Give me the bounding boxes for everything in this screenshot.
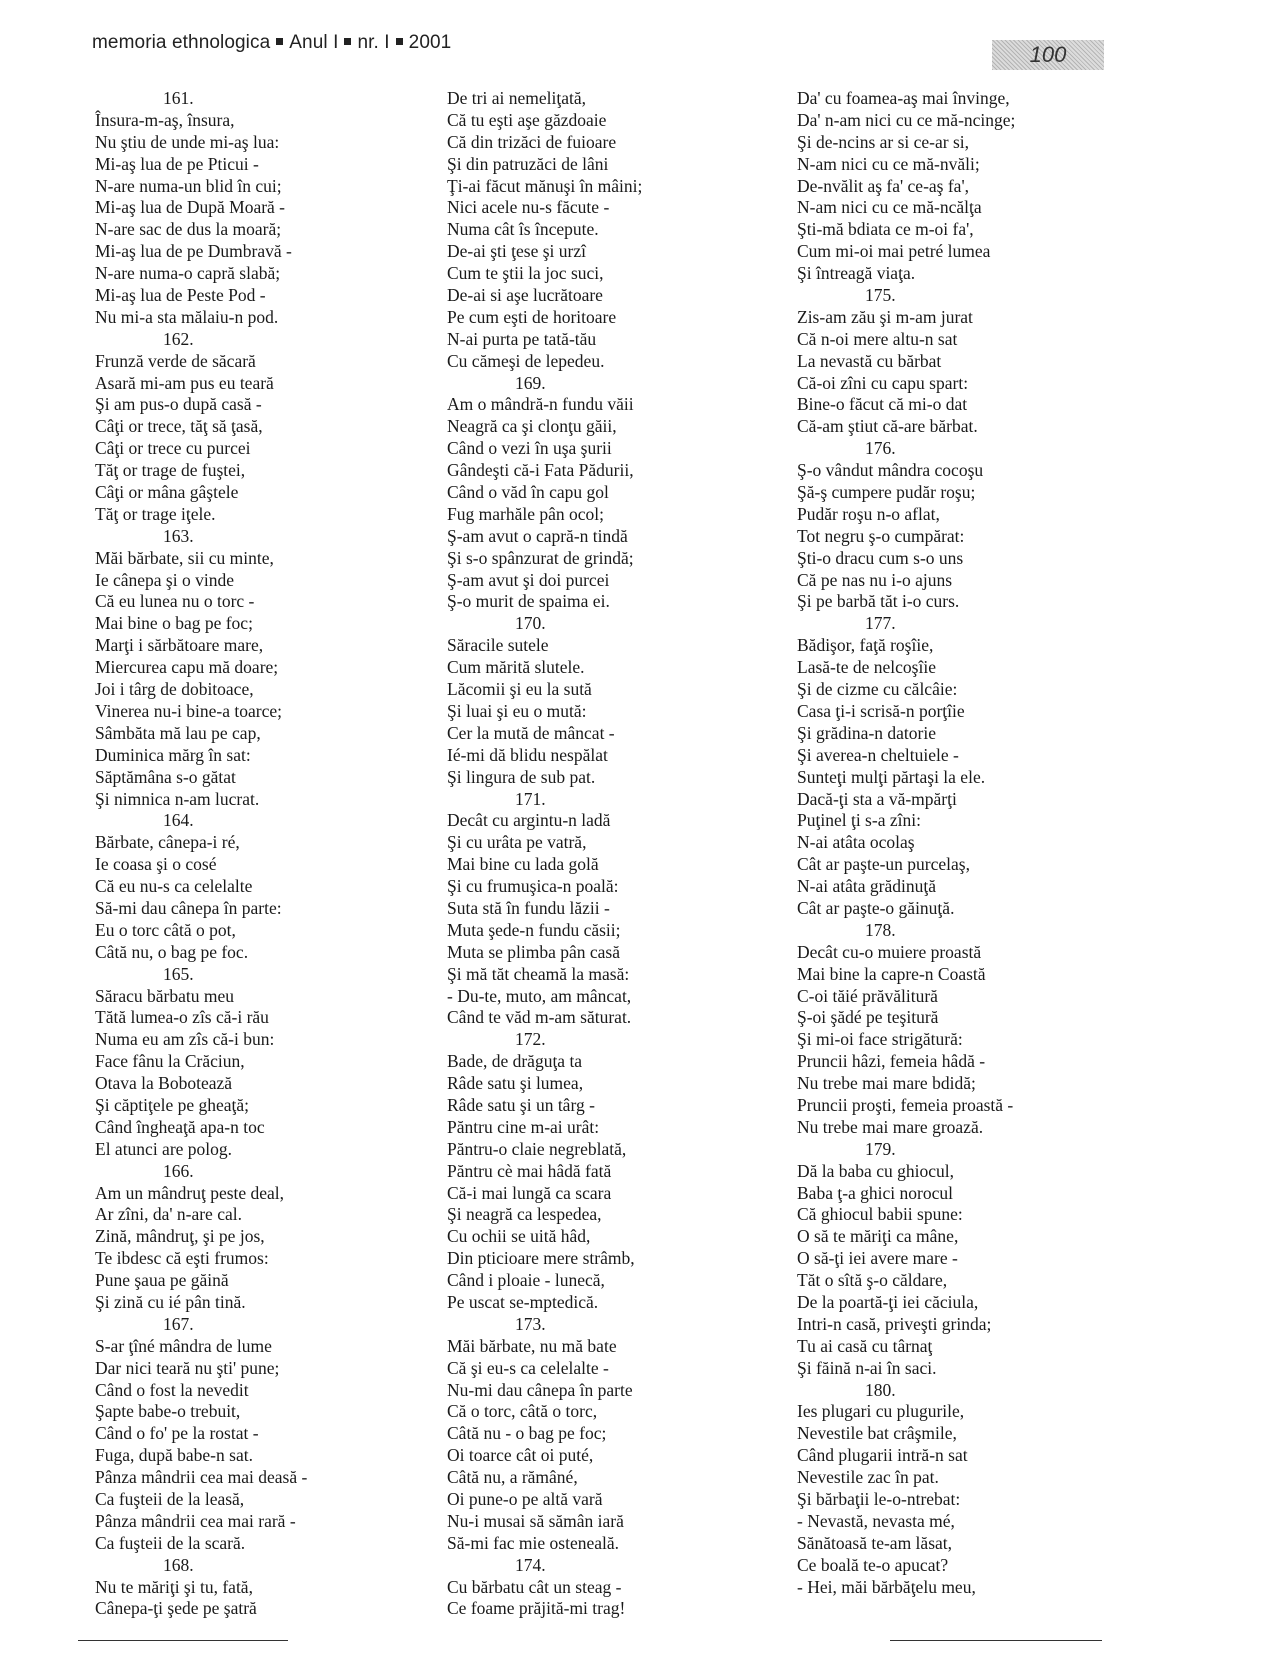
- verse-line: Că ghiocul babii spune:: [797, 1204, 963, 1225]
- verse-line: Păntru cè mai hâdă fată: [447, 1160, 612, 1181]
- verse-line: Muta şede-n fundu căsii;: [447, 919, 621, 940]
- verse-line: Ş-oi şădé pe teşitură: [797, 1007, 939, 1028]
- verse-number: 180.: [865, 1379, 896, 1400]
- verse-line: Sunteţi mulţi părtaşi la ele.: [797, 766, 986, 787]
- verse-line: Şapte babe-o trebuit,: [95, 1401, 241, 1422]
- verse-line: Şi zină cu ié pân tină.: [95, 1291, 246, 1312]
- verse-line: Tătă lumea-o zîs că-i rău: [95, 1007, 269, 1028]
- verse-number: 168.: [163, 1554, 194, 1575]
- verse-line: Intri-n casă, priveşti grinda;: [797, 1313, 992, 1334]
- verse-line: N-are sac de dus la moară;: [95, 219, 282, 240]
- verse-line: Mi-aş lua de pe Dumbravă -: [95, 241, 292, 262]
- verse-line: Neagră ca şi clonţu găii,: [447, 416, 617, 437]
- verse-line: Numa eu am zîs că-i bun:: [95, 1029, 275, 1050]
- verse-line: Frunză verde de săcară: [95, 350, 256, 371]
- verse-line: Mi-aş lua de După Moară -: [95, 197, 286, 218]
- verse-line: Mai bine cu lada golă: [447, 854, 599, 875]
- verse-number: 172.: [515, 1029, 546, 1050]
- verse-number: 171.: [515, 788, 546, 809]
- verse-line: Cât ar paşte-un purcelaş,: [797, 854, 970, 875]
- verse-line: Ca fuşteii de la scară.: [95, 1532, 246, 1553]
- year-label: 2001: [408, 32, 452, 53]
- verse-line: - Du-te, muto, am mâncat,: [447, 985, 632, 1006]
- verse-line: N-ai purta pe tată-tău: [447, 328, 597, 349]
- verse-line: Câţi or mâna gâştele: [95, 482, 239, 503]
- text-column-2: [447, 88, 642, 1620]
- verse-line: Pruncii hâzi, femeia hâdă -: [797, 1051, 986, 1072]
- verse-number: 166.: [163, 1160, 194, 1181]
- verse-line: Că eu nu-s ca celelalte: [95, 876, 253, 897]
- verse-line: Când îngheaţă apa-n toc: [95, 1116, 265, 1137]
- verse-line: Că-am ştiut că-are bărbat.: [797, 416, 978, 437]
- verse-line: Puţinel ţi s-a zîni:: [797, 810, 921, 831]
- verse-line: Că şi eu-s ca celelalte -: [447, 1357, 609, 1378]
- verse-line: Şi luai şi eu o mută:: [447, 700, 587, 721]
- verse-line: Râde satu şi lumea,: [447, 1073, 584, 1094]
- verse-line: Tăţ or trage de fuştei,: [95, 460, 246, 481]
- verse-line: Mai bine la capre-n Coastă: [797, 963, 986, 984]
- verse-line: Sănătoasă te-am lăsat,: [797, 1532, 953, 1553]
- verse-line: Şi averea-n cheltuiele -: [797, 744, 959, 765]
- verse-line: N-ai atâta grădinuţă: [797, 876, 936, 897]
- verse-number: 174.: [515, 1554, 546, 1575]
- verse-line: Eu o torc câtă o pot,: [95, 919, 236, 940]
- verse-line: Casa ţi-i scrisă-n porţîie: [797, 700, 965, 721]
- verse-line: Şi grădina-n datorie: [797, 722, 936, 743]
- verse-line: Râde satu şi un târg -: [447, 1094, 595, 1115]
- verse-line: Zis-am zău şi m-am jurat: [797, 306, 973, 327]
- verse-line: Mi-aş lua de pe Pticui -: [95, 153, 259, 174]
- verse-line: Că-oi zîni cu capu spart:: [797, 372, 969, 393]
- verse-line: Ié-mi dă blidu nespălat: [447, 744, 608, 765]
- verse-line: Nu ştiu de unde mi-aş lua:: [95, 131, 280, 152]
- verse-line: Mai bine o bag pe foc;: [95, 613, 253, 634]
- verse-line: N-am nici cu ce mă-ncălţa: [797, 197, 982, 218]
- verse-number: 179.: [865, 1138, 896, 1159]
- verse-line: Nu mi-a sta mălaiu-n pod.: [95, 306, 279, 327]
- verse-line: Şi lingura de sub pat.: [447, 766, 596, 787]
- verse-line: Când o fost la nevedit: [95, 1379, 249, 1400]
- verse-line: Nu te măriţi şi tu, fată,: [95, 1576, 253, 1597]
- verse-line: Cum mi-oi mai petré lumea: [797, 241, 991, 262]
- verse-line: S-ar ţîné mândra de lume: [95, 1335, 272, 1356]
- verse-line: Sâmbăta mă lau pe cap,: [95, 722, 261, 743]
- verse-line: Pune şaua pe găină: [95, 1270, 229, 1291]
- verse-line: N-are numa-o capră slabă;: [95, 263, 281, 284]
- verse-number: 170.: [515, 613, 546, 634]
- verse-line: De la poartă-ţi iei căciula,: [797, 1291, 979, 1312]
- verse-line: Şi cu urâta pe vatră,: [447, 832, 587, 853]
- verse-line: Când o văd în capu gol: [447, 482, 609, 503]
- verse-line: Nu trebe mai mare groază.: [797, 1116, 984, 1137]
- verse-line: Bădişor, faţă roşîie,: [797, 635, 934, 656]
- verse-line: Marţi i sărbătoare mare,: [95, 635, 264, 656]
- verse-line: Nevestile bat crâşmile,: [797, 1423, 957, 1444]
- verse-line: Din pticioare mere strâmb,: [447, 1248, 635, 1269]
- verse-line: Că din trizăci de fuioare: [447, 131, 617, 152]
- verse-line: Că-i mai lungă ca scara: [447, 1182, 612, 1203]
- verse-line: Nu-i musai să sămân iară: [447, 1510, 624, 1531]
- verse-line: Pânza mândrii cea mai deasă -: [95, 1467, 308, 1488]
- verse-line: De-nvălit aş fa' ce-aş fa',: [797, 175, 969, 196]
- verse-line: Am o mândră-n fundu văii: [447, 394, 634, 415]
- verse-line: Bade, de drăguţa ta: [447, 1051, 583, 1072]
- volume-label: Anul I: [289, 32, 339, 53]
- verse-line: Tăţ or trage iţele.: [95, 503, 216, 524]
- verse-line: Cu cămeşi de lepedeu.: [447, 350, 605, 371]
- verse-line: Ţi-ai făcut mănuşi în mâini;: [447, 175, 643, 196]
- verse-number: 162.: [163, 328, 194, 349]
- verse-line: Ie coasa şi o cosé: [95, 854, 217, 875]
- verse-line: Cum mărită slutele.: [447, 657, 585, 678]
- verse-line: Câtă nu - o bag pe foc;: [447, 1423, 607, 1444]
- verse-line: Dacă-ţi sta a vă-mpărţi: [797, 788, 957, 809]
- verse-line: Lasă-te de nelcoşîie: [797, 657, 936, 678]
- verse-line: Şi pe barbă tăt i-o curs.: [797, 591, 960, 612]
- verse-line: Decât cu argintu-n ladă: [447, 810, 611, 831]
- verse-line: Decât cu-o muiere proastă: [797, 941, 982, 962]
- verse-number: 169.: [515, 372, 546, 393]
- verse-line: N-are numa-un blid în cui;: [95, 175, 282, 196]
- verse-line: - Hei, măi bărbăţelu meu,: [797, 1576, 976, 1597]
- verse-line: Mi-aş lua de Peste Pod -: [95, 285, 266, 306]
- separator-square: [276, 38, 283, 45]
- verse-line: Vinerea nu-i bine-a toarce;: [95, 700, 282, 721]
- verse-line: Şi de-ncins ar si ce-ar si,: [797, 131, 970, 152]
- verse-line: La nevastă cu bărbat: [797, 350, 942, 371]
- footer-rule-right: [890, 1640, 1102, 1641]
- verse-line: Pânza mândrii cea mai rară -: [95, 1510, 296, 1531]
- verse-line: Păntru cine m-ai urât:: [447, 1116, 600, 1137]
- verse-number: 177.: [865, 613, 896, 634]
- verse-line: Fuga, după babe-n sat.: [95, 1445, 253, 1466]
- verse-line: Câtă nu, a rămâné,: [447, 1467, 578, 1488]
- separator-square: [344, 38, 351, 45]
- verse-line: Că o torc, câtă o torc,: [447, 1401, 598, 1422]
- verse-line: Şi nimnica n-am lucrat.: [95, 788, 260, 809]
- verse-line: Când o fo' pe la rostat -: [95, 1423, 259, 1444]
- verse-line: Gândeşti că-i Fata Pădurii,: [447, 460, 634, 481]
- verse-line: Şi întreagă viaţa.: [797, 263, 916, 284]
- verse-line: - Nevastă, nevasta mé,: [797, 1510, 955, 1531]
- verse-line: Măi bărbate, sii cu minte,: [95, 547, 274, 568]
- verse-line: Câtă nu, o bag pe foc.: [95, 941, 249, 962]
- verse-line: Săracile sutele: [447, 635, 549, 656]
- verse-line: Bărbate, cânepa-i ré,: [95, 832, 240, 853]
- verse-line: De tri ai nemeliţată,: [447, 88, 586, 108]
- verse-line: Ş-o murit de spaima ei.: [447, 591, 610, 612]
- verse-line: Săptămâna s-o gătat: [95, 766, 236, 787]
- verse-line: Săracu bărbatu meu: [95, 985, 234, 1006]
- verse-line: De-ai si aşe lucrătoare: [447, 285, 603, 306]
- verse-line: Pruncii proşti, femeia proastă -: [797, 1094, 1014, 1115]
- verse-line: Şti-o dracu cum s-o uns: [797, 547, 964, 568]
- verse-line: Când plugarii intră-n sat: [797, 1445, 968, 1466]
- verse-line: Că pe nas nu i-o ajuns: [797, 569, 953, 590]
- verse-line: Ce boală te-o apucat?: [797, 1554, 949, 1575]
- verse-line: Nu trebe mai mare bdidă;: [797, 1073, 976, 1094]
- verse-line: Când i ploaie - lunecă,: [447, 1270, 605, 1291]
- verse-line: El atunci are polog.: [95, 1138, 233, 1159]
- verse-line: Cât ar paşte-o găinuţă.: [797, 897, 955, 918]
- verse-line: Când o vezi în uşa şurii: [447, 438, 612, 459]
- verse-line: O să-ţi iei avere mare -: [797, 1248, 958, 1269]
- verse-line: Şti-mă bdiata ce m-oi fa',: [797, 219, 974, 240]
- verse-line: Cer la mută de mâncat -: [447, 722, 615, 743]
- verse-number: 167.: [163, 1313, 194, 1334]
- verse-line: Lăcomii şi eu la sută: [447, 679, 592, 700]
- verse-line: Am un mândruţ peste deal,: [95, 1182, 285, 1203]
- verse-line: Oi toarce cât oi puté,: [447, 1445, 594, 1466]
- verse-line: Şi bărbaţii le-o-ntrebat:: [797, 1489, 961, 1509]
- verse-line: Şi mi-oi face strigătură:: [797, 1029, 963, 1050]
- verse-line: Şi mă tăt cheamă la masă:: [447, 963, 630, 984]
- text-column-3: [797, 88, 1015, 1598]
- page-header: [92, 32, 451, 54]
- verse-line: Şi neagră ca lespedea,: [447, 1204, 602, 1225]
- verse-line: Şi s-o spânzurat de grindă;: [447, 547, 634, 568]
- issue-label: nr. I: [357, 32, 390, 53]
- verse-line: Miercurea capu mă doare;: [95, 657, 279, 678]
- verse-line: Zină, mândruţ, şi pe jos,: [95, 1226, 265, 1247]
- verse-line: Cu bărbatu cât un steag -: [447, 1576, 622, 1597]
- text-column-1: [95, 88, 307, 1620]
- verse-line: Să-mi dau cânepa în parte:: [95, 897, 282, 918]
- verse-line: Şi cu frumuşica-n poală:: [447, 876, 619, 897]
- verse-line: Însura-m-aş, însura,: [95, 109, 235, 130]
- verse-line: Ies plugari cu plugurile,: [797, 1401, 965, 1422]
- verse-line: Pudăr roşu n-o aflat,: [797, 503, 940, 524]
- separator-square: [396, 38, 403, 45]
- verse-line: Păntru-o claie negreblată,: [447, 1138, 627, 1159]
- verse-line: Nu-mi dau cânepa în parte: [447, 1379, 633, 1400]
- verse-line: Că n-oi mere altu-n sat: [797, 328, 958, 349]
- verse-line: Fug marhăle pân ocol;: [447, 503, 604, 524]
- verse-line: Şi făină n-ai în saci.: [797, 1357, 937, 1378]
- verse-number: 178.: [865, 919, 896, 940]
- verse-number: 176.: [865, 438, 896, 459]
- verse-line: Câţi or trece cu purcei: [95, 438, 251, 459]
- verse-line: Baba ţ-a ghici norocul: [797, 1182, 953, 1203]
- verse-line: Nici acele nu-s făcute -: [447, 197, 610, 218]
- verse-line: Şi am pus-o după casă -: [95, 394, 262, 415]
- verse-line: Face fânu la Crăciun,: [95, 1051, 245, 1072]
- verse-line: Ş-am avut şi doi purcei: [447, 569, 610, 590]
- verse-line: Câţi or trece, tăţ să ţasă,: [95, 416, 263, 437]
- verse-number: 163.: [163, 525, 194, 546]
- verse-line: Dar nici teară nu şti' pune;: [95, 1357, 280, 1378]
- verse-line: Cum te ştii la joc suci,: [447, 263, 604, 284]
- verse-line: Nevestile zac în pat.: [797, 1467, 939, 1488]
- verse-line: Şi căptiţele pe gheaţă;: [95, 1094, 250, 1115]
- verse-line: Da' cu foamea-aş mai învinge,: [797, 88, 1010, 108]
- verse-line: N-ai atâta ocolaş: [797, 832, 915, 853]
- verse-line: Ar zîni, da' n-are cal.: [95, 1204, 242, 1225]
- page-number: 100: [1029, 42, 1067, 67]
- verse-number: 161.: [163, 88, 194, 108]
- verse-line: De-ai şti ţese şi urzî: [447, 241, 586, 262]
- verse-line: Te ibdesc că eşti frumos:: [95, 1248, 269, 1269]
- verse-line: Pe uscat se-mptedică.: [447, 1291, 599, 1312]
- verse-line: Numa cât îs începute.: [447, 219, 599, 240]
- verse-line: Şi din patruzăci de lâni: [447, 153, 609, 174]
- verse-number: 165.: [163, 963, 194, 984]
- verse-line: Tu ai casă cu târnaţ: [797, 1335, 933, 1356]
- verse-line: Joi i târg de dobitoace,: [95, 679, 254, 700]
- verse-line: Ie cânepa şi o vinde: [95, 569, 234, 590]
- verse-line: Tăt o sîtă ş-o căldare,: [797, 1270, 948, 1291]
- verse-line: Că eu lunea nu o torc -: [95, 591, 255, 612]
- page-number-box: [992, 40, 1104, 70]
- verse-line: Ca fuşteii de la leasă,: [95, 1489, 245, 1509]
- verse-line: Oi pune-o pe altă vară: [447, 1489, 603, 1509]
- verse-line: Cânepa-ţi şede pe şatră: [95, 1598, 257, 1619]
- verse-line: Muta se plimba pân casă: [447, 941, 621, 962]
- verse-line: Bine-o făcut că mi-o dat: [797, 394, 968, 415]
- verse-line: Ş-o vândut mândra cocoşu: [797, 460, 984, 481]
- verse-line: Şi de cizme cu călcâie:: [797, 679, 958, 700]
- verse-line: Pe cum eşti de horitoare: [447, 306, 617, 327]
- verse-number: 164.: [163, 810, 194, 831]
- verse-line: Tot negru ş-o cumpărat:: [797, 525, 965, 546]
- verse-line: Ş-am avut o capră-n tindă: [447, 525, 628, 546]
- verse-line: Să-mi fac mie osteneală.: [447, 1532, 620, 1553]
- verse-line: O să te măriţi ca mâne,: [797, 1226, 959, 1247]
- verse-line: Asară mi-am pus eu teară: [95, 372, 274, 393]
- verse-line: Da' n-am nici cu ce mă-ncinge;: [797, 109, 1016, 130]
- verse-line: Măi bărbate, nu mă bate: [447, 1335, 617, 1356]
- journal-title: memoria ethnologica: [92, 32, 271, 53]
- verse-line: Otava la Bobotează: [95, 1073, 233, 1094]
- verse-line: Şă-ş cumpere pudăr roşu;: [797, 482, 976, 503]
- verse-line: C-oi tăié prăvălitură: [797, 985, 938, 1006]
- verse-line: Ce foame prăjită-mi trag!: [447, 1598, 626, 1619]
- verse-line: Când te văd m-am săturat.: [447, 1007, 632, 1028]
- verse-line: N-am nici cu ce mă-nvăli;: [797, 153, 980, 174]
- verse-line: Că tu eşti aşe găzdoaie: [447, 109, 607, 130]
- verse-line: Duminica mărg în sat:: [95, 744, 251, 765]
- footer-rule-left: [78, 1640, 288, 1641]
- verse-number: 175.: [865, 285, 896, 306]
- verse-line: Cu ochii se uită hâd,: [447, 1226, 591, 1247]
- verse-line: Suta stă în fundu lăzii -: [447, 897, 610, 918]
- verse-number: 173.: [515, 1313, 546, 1334]
- verse-line: Dă la baba cu ghiocul,: [797, 1160, 954, 1181]
